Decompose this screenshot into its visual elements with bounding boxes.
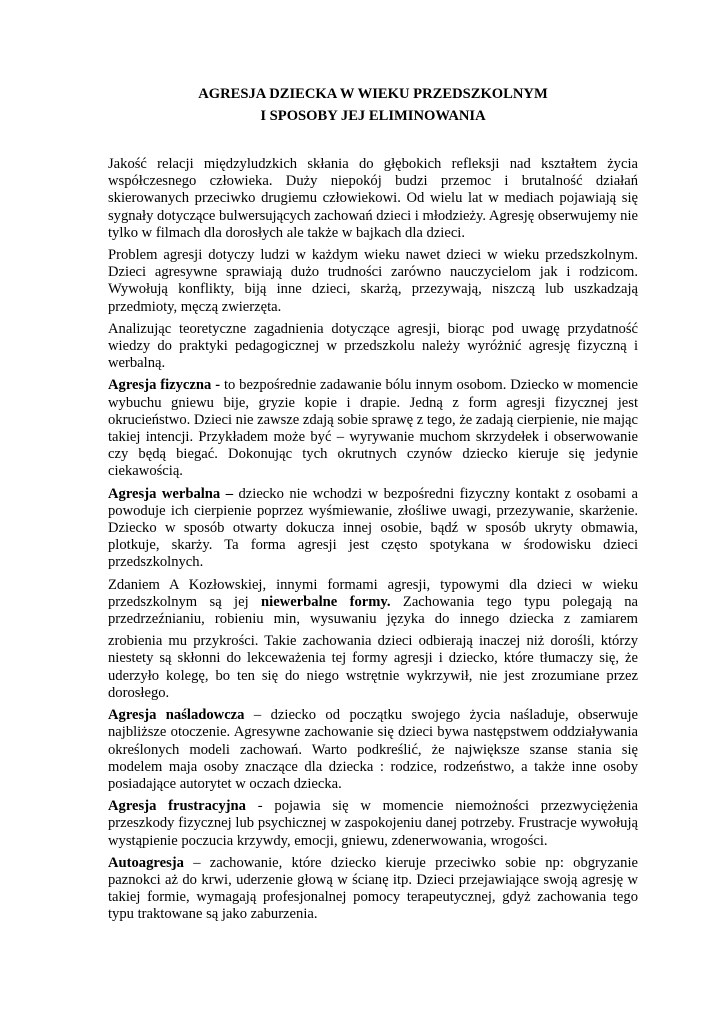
term-label: Agresja frustracyjna — [108, 798, 246, 815]
title-line-2: I SPOSOBY JEJ ELIMINOWANIA — [260, 107, 486, 124]
paragraph-text: - pojawia się w momencie niemożności przezwyciężenia przeszkody fizycznej lub psychicznej w zaspokojeniu danej potrzeby. Frustracje wywołują wystąpienie poczucia krzywdy, emocji, gniewu, zdenerwowania, wrogości. — [108, 798, 639, 849]
paragraph-frustration-aggression — [108, 798, 638, 850]
paragraph-verbal-aggression — [108, 486, 638, 572]
paragraph-text: zrobienia mu przykrości. Takie zachowania dzieci odbierają inaczej niż dorośli, którzy niestety są skłonni do lekceważenia tej formy agresji i dziecko, które tłumaczy się, że uderzyło kolegę, bo ten się do niego wstrętnie wykrzywił, nie jest zrozumiane przez dorosłego. — [108, 633, 638, 701]
paragraph-nonverbal-forms — [108, 577, 638, 629]
paragraph-text: Analizując teoretyczne zagadnienia dotyczące agresji, biorąc pod uwagę przydatność wiedzy do praktyki pedagogicznej w przedszkolu należy wyróżnić agresję fizyczną i werbalną. — [108, 320, 638, 372]
paragraph-text: dziecko nie wchodzi w bezpośredni fizyczny kontakt z osobami a powoduje ich cierpienie poprzez wyśmiewanie, złośliwe uwagi, przezywanie, skarżenie. Dziecko w sposób otwarty dokucza innej osobie, bądź w sposób ukryty obmawia, plotkuje, skarży. Ta forma agresji jest często spotykana w środowisku dzieci przedszkolnych. — [108, 485, 638, 571]
paragraph-nonverbal-continuation — [108, 633, 638, 702]
paragraph-text: Zdaniem A Kozłowskiej, innymi formami agresji, typowymi dla dzieci w wieku przedszkolnym są jej — [108, 576, 638, 610]
title-line-1: AGRESJA DZIECKA W WIEKU PRZEDSZKOLNYM — [198, 86, 548, 102]
term-label: niewerbalne formy. — [261, 593, 391, 610]
paragraph-physical-aggression — [108, 377, 638, 480]
paragraph-analysis — [108, 321, 638, 373]
document-page — [108, 84, 638, 929]
paragraph-problem — [108, 247, 638, 316]
paragraph-text: Zachowania tego typu polegają na przedrzeźnianiu, robieniu min, wysuwaniu języka do innego dziecka z zamiarem — [108, 593, 638, 628]
paragraph-autoaggression — [108, 855, 638, 924]
paragraph-intro — [108, 156, 638, 242]
term-label: Agresja naśladowcza — [108, 707, 245, 724]
term-label: Agresja fizyczna - — [108, 377, 221, 394]
paragraph-text: Jakość relacji międzyludzkich skłania do głębokich refleksji nad kształtem życia współczesnego człowieka. Duży niepokój budzi przemoc i brutalność działań skierowanych przeciwko drugiemu człowiekowi. Od wielu lat w mediach pojawiają się sygnały dotyczące bulwersujących zachowań dzieci i młodzieży. Agresję obserwujemy nie tylko w filmach dla dorosłych ale także w bajkach dla dzieci. — [108, 156, 638, 241]
paragraph-text: – dziecko od początku swojego życia naśladuje, obserwuje najbliższe otoczenie. Agresywne zachowanie się dzieci bywa następstwem oddziaływania określonych modeli zachowań. Warto podkreślić, że największe szanse stania się modelem maja osoby znaczące dla dziecka : rodzice, rodzeństwo, a także inne osoby posiadające autorytet w oczach dziecka. — [108, 707, 638, 792]
term-label: Agresja werbalna – — [108, 485, 234, 502]
term-label: Autoagresja — [108, 854, 184, 871]
paragraph-text: Problem agresji dotyczy ludzi w każdym wieku nawet dzieci w wieku przedszkolnym. Dzieci agresywne sprawiają dużo trudności zarówno nauczycielom jak i rodzicom. Wywołują konflikty, biją inne dzieci, skarżą, przezywają, niszczą lub uszkadzają przedmioty, męczą zwierzęta. — [108, 247, 638, 315]
document-title — [108, 84, 638, 127]
paragraph-text: to bezpośrednie zadawanie bólu innym osobom. Dziecko w momencie wybuchu gniewu bije, gryzie kopie i drapie. Jedną z form agresji fizycznej jest okrucieństwo. Dzieci nie zawsze zdają sobie sprawę z tego, że zadają cierpienie, nie mając takiej intencji. Przykładem może być – wyrywanie muchom skrzydełek i obserwowanie czy będą biegać. Dokonując tych okrutnych czynów dziecko kieruje się jedynie ciekawością. — [108, 377, 638, 480]
paragraph-text: – zachowanie, które dziecko kieruje przeciwko sobie np: obgryzanie paznokci aż do krwi, uderzenie głową w ścianę itp. Dzieci przejawiające swoją agresję w takiej formie, wymagają profesjonalnej pomocy terapeutycznej, gdyż zachowania tego typu traktowane są jako zaburzenia. — [108, 854, 638, 923]
paragraph-imitative-aggression — [108, 707, 638, 793]
